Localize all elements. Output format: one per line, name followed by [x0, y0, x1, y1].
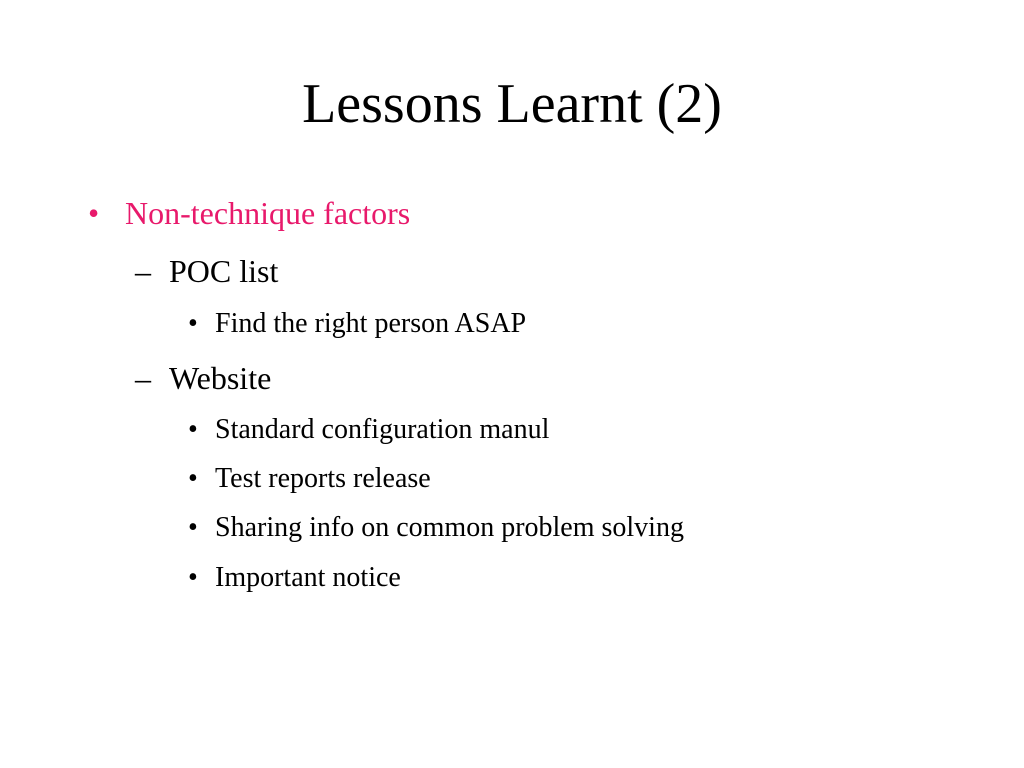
bullet-marker: • [188, 463, 198, 494]
outline-item-text: Non-technique factors [125, 195, 411, 231]
dash-marker: – [135, 253, 151, 289]
bullet-marker: • [188, 308, 198, 339]
outline-item-text: POC list [169, 253, 279, 289]
outline-item-text: Website [169, 360, 272, 396]
outline-item-text: Test reports release [215, 463, 431, 494]
outline-item-text: Standard configuration manul [215, 414, 550, 445]
bullet-marker: • [188, 512, 198, 543]
dash-marker: – [135, 360, 151, 396]
outline-item-text: Find the right person ASAP [215, 308, 527, 339]
bullet-marker: • [88, 195, 100, 231]
outline-item-text: Sharing info on common problem solving [215, 512, 684, 543]
outline-item-text: Important notice [215, 562, 401, 593]
bullet-marker: • [188, 414, 198, 445]
bullet-marker: • [188, 562, 198, 593]
slide-title: Lessons Learnt (2) [302, 73, 722, 135]
